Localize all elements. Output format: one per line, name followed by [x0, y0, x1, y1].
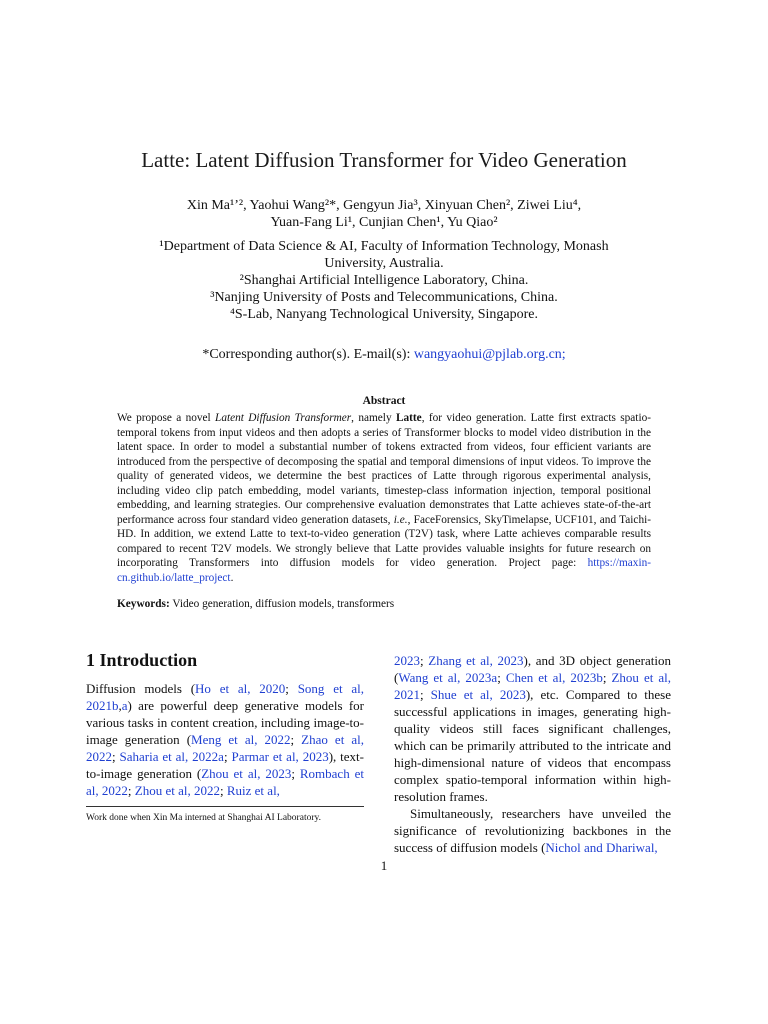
abstract-emphasis-2: i.e.	[393, 513, 408, 526]
citation-link[interactable]: Zhou et al, 2021	[394, 670, 671, 702]
citation-link[interactable]: Zhou et al, 2023	[201, 766, 292, 781]
body-text: ;	[219, 783, 227, 798]
page-number: 1	[380, 858, 388, 873]
intro-left-column	[86, 680, 364, 799]
affiliation-1-line-2: University, Australia.	[324, 256, 444, 271]
keywords-label: Keywords:	[117, 598, 170, 610]
keywords	[117, 598, 394, 610]
citation-link[interactable]: Chen et al, 2023b	[505, 670, 603, 685]
citation-link[interactable]: Zhou et al, 2022	[134, 783, 220, 798]
abstract-text-4: , FaceForensics, SkyTimelapse, UCF101, and Taichi-HD. In addition, we extend Latte to text-to-video generation (T2V) task, where Latte achieves comparable results compared to recent T2V models. We strongly believe that Latte provides valuable insights for future research on incorporating Transformers into diffusion models for video generation. Project page:	[117, 513, 651, 569]
citation-link[interactable]: Song et al, 2021b	[86, 681, 365, 713]
citation-link[interactable]: Ruiz et al,	[226, 783, 280, 798]
authors-line-2: Yuan-Fang Li¹, Cunjian Chen¹, Yu Qiao²	[270, 215, 498, 230]
body-text: ) are powerful deep generative models for various tasks in content creation, including image-to-image generation (	[86, 698, 364, 747]
citation-link[interactable]: 2023	[394, 653, 420, 668]
body-text: ;	[290, 732, 302, 747]
abstract-end: .	[230, 571, 234, 584]
abstract-body	[117, 411, 651, 585]
abstract-heading: Abstract	[362, 395, 406, 407]
citation-link[interactable]: Zhang et al, 2023	[428, 653, 524, 668]
body-text: ;	[291, 766, 300, 781]
affiliation-3: ³Nanjing University of Posts and Telecommunications, China.	[210, 290, 558, 305]
body-text: ), etc. Compared to these successful applications in images, generating high-quality videos still faces significant challenges, which can be primarily attributed to the intricate and high-dimensional nature of videos that encompass complex spatio-temporal information within high-resolution frames.	[394, 687, 671, 804]
body-text: ;	[127, 783, 135, 798]
citation-link[interactable]: Meng et al, 2022	[191, 732, 291, 747]
authors-line-1: Xin Ma¹ʼ², Yaohui Wang²*, Gengyun Jia³, Xinyuan Chen², Ziwei Liu⁴,	[186, 198, 582, 213]
section-title: 1 Introduction	[86, 650, 198, 670]
abstract-text-1: We propose a novel	[117, 412, 216, 424]
citation-link[interactable]: Saharia et al, 2022a	[119, 749, 224, 764]
citation-link[interactable]: Shue et al, 2023	[430, 687, 526, 702]
citation-link[interactable]: Nichol and Dhariwal,	[545, 840, 658, 855]
body-text: ;	[112, 749, 120, 764]
keywords-text: Video generation, diffusion models, transformers	[169, 598, 395, 610]
intro-right-column	[394, 652, 671, 856]
abstract-text-2: , namely	[351, 412, 396, 424]
body-text: ;	[497, 670, 506, 685]
project-page-link[interactable]: https://maxin-cn.github.io/latte_project	[117, 557, 651, 584]
citation-link[interactable]: Wang et al, 2023a	[398, 670, 498, 685]
corresponding-author	[0, 346, 768, 363]
body-text: Simultaneously, researchers have unveiled the significance of revolutionizing backbones in the success of diffusion models (	[394, 806, 671, 855]
corresponding-text: *Corresponding author(s). E-mail(s):	[202, 347, 414, 362]
citation-link[interactable]: Zhao et al, 2022	[86, 732, 364, 764]
affiliation-4: ⁴S-Lab, Nanyang Technological University, Singapore.	[230, 307, 538, 322]
affiliation-2: ²Shanghai Artificial Intelligence Laboratory, China.	[239, 273, 529, 288]
paper-title: Latte: Latent Diffusion Transformer for Video Generation	[141, 148, 627, 172]
email-link[interactable]: wangyaohui@pjlab.org.cn;	[413, 347, 566, 362]
body-text: ;	[223, 749, 232, 764]
citation-link[interactable]: Ho et al, 2020	[195, 681, 286, 696]
body-text: Diffusion models (	[86, 681, 196, 696]
intro-paragraph-2	[394, 805, 671, 856]
body-text: ), and 3D object generation (	[394, 653, 671, 685]
intro-paragraph-1	[394, 652, 671, 805]
abstract-emphasis-1: Latent Diffusion Transformer	[215, 412, 352, 424]
abstract-text-3: , for video generation. Latte first extracts spatio-temporal tokens from input videos and then adopts a series of Transformer blocks to model video distribution in the latent space. In order to model a substantial number of tokens extracted from videos, four efficient variants are introduced from the perspective of decomposing the spatial and temporal dimensions of input videos. To improve the quality of generated videos, we determine the best practices of Latte through rigorous experimental analysis, including video clip patch embedding, model variants, timestep-class information injection, temporal positional embedding, and learning strategies. Our comprehensive evaluation demonstrates that Latte achieves state-of-the-art performance across four standard video generation datasets,	[117, 412, 651, 526]
affiliation-1-line-1: ¹Department of Data Science & AI, Faculty of Information Technology, Monash	[159, 239, 609, 254]
body-text: ;	[602, 670, 612, 685]
body-text: ), text-to-image generation (	[86, 749, 364, 781]
abstract-model-name: Latte	[395, 412, 422, 424]
body-text: ;	[285, 681, 298, 696]
footnote-rule	[86, 806, 364, 807]
body-text: ;	[420, 687, 431, 702]
citation-link[interactable]: Parmar et al, 2023	[231, 749, 329, 764]
body-text: ;	[420, 653, 429, 668]
citation-link[interactable]: Rombach et al, 2022	[86, 766, 364, 798]
citation-link[interactable]: a	[121, 698, 128, 713]
footnote: Work done when Xin Ma interned at Shanghai AI Laboratory.	[86, 813, 321, 823]
body-text: ,	[118, 698, 122, 713]
